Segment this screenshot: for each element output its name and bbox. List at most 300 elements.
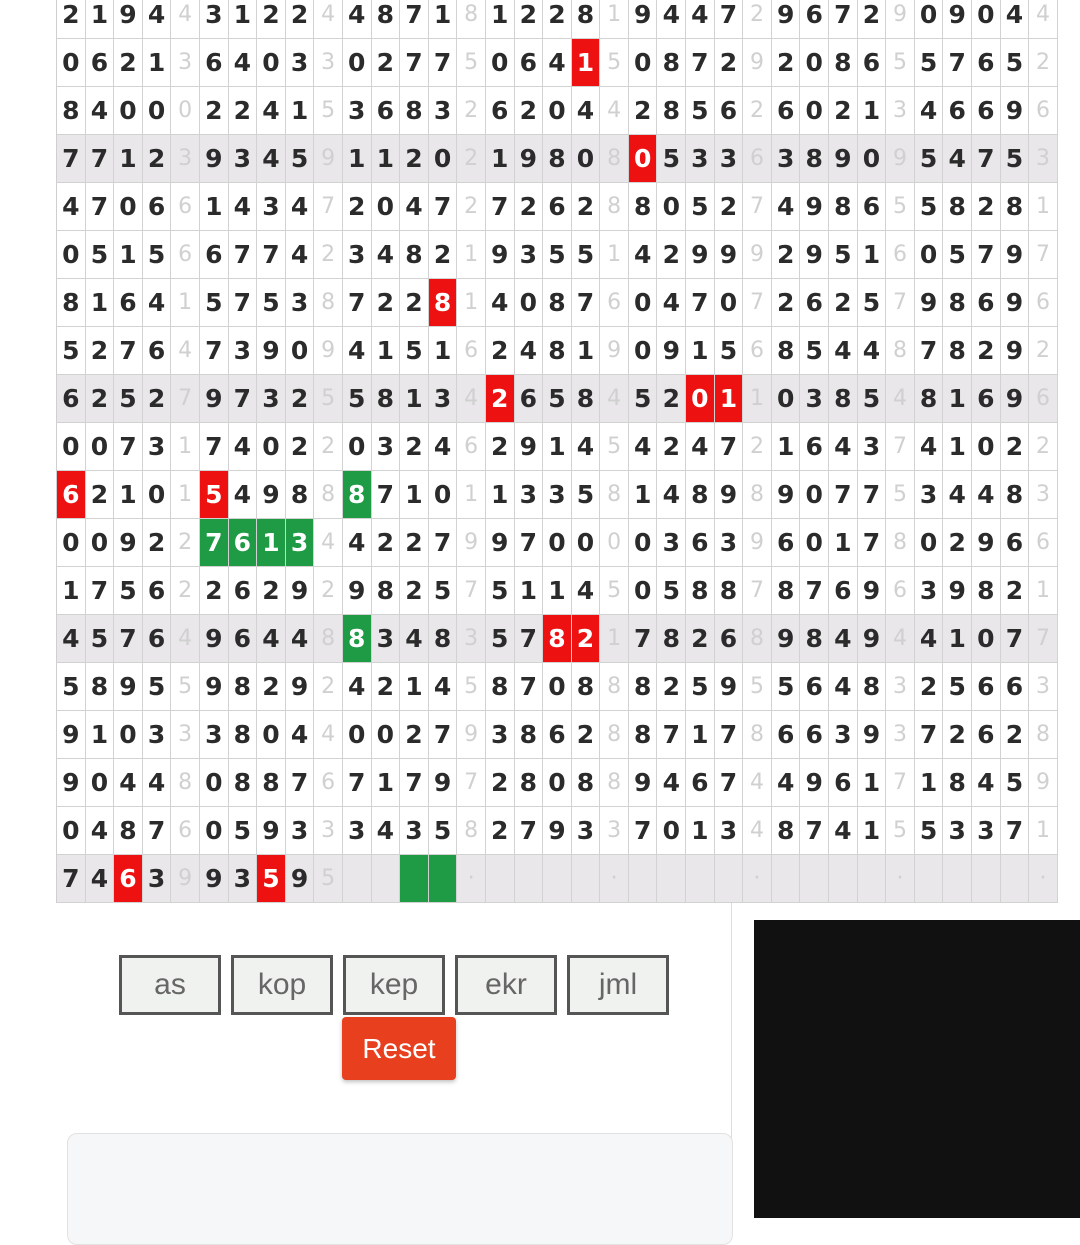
grid-cell[interactable]: 2 — [400, 135, 429, 183]
grid-cell[interactable]: 9 — [257, 807, 286, 855]
grid-cell[interactable]: 3 — [572, 807, 601, 855]
grid-cell[interactable]: 1 — [943, 615, 972, 663]
grid-cell[interactable]: 0 — [715, 279, 744, 327]
grid-cell[interactable]: 5 — [314, 855, 343, 903]
grid-cell[interactable]: 6 — [886, 567, 915, 615]
grid-cell[interactable]: 3 — [772, 135, 801, 183]
grid-cell[interactable]: 2 — [257, 0, 286, 39]
grid-cell[interactable]: 8 — [629, 663, 658, 711]
grid-cell[interactable]: 6 — [457, 327, 486, 375]
grid-cell[interactable]: 8 — [800, 615, 829, 663]
grid-cell[interactable]: 9 — [600, 327, 629, 375]
grid-cell[interactable]: 7 — [1001, 615, 1030, 663]
grid-cell[interactable]: 7 — [629, 807, 658, 855]
grid-cell[interactable]: 0 — [486, 39, 515, 87]
grid-cell[interactable]: 1 — [400, 375, 429, 423]
grid-cell[interactable]: 0 — [515, 279, 544, 327]
grid-cell[interactable]: 4 — [429, 423, 458, 471]
grid-cell[interactable]: 4 — [772, 759, 801, 807]
grid-cell[interactable]: 3 — [515, 471, 544, 519]
grid-cell[interactable]: 8 — [457, 0, 486, 39]
grid-cell[interactable]: 5 — [343, 375, 372, 423]
grid-cell[interactable]: 6 — [972, 711, 1001, 759]
grid-cell[interactable]: 3 — [429, 87, 458, 135]
grid-cell[interactable] — [829, 855, 858, 903]
grid-cell[interactable]: 9 — [57, 759, 86, 807]
grid-cell[interactable]: 7 — [86, 183, 115, 231]
grid-cell[interactable]: 7 — [715, 711, 744, 759]
grid-cell[interactable]: 3 — [343, 87, 372, 135]
grid-cell[interactable]: 1 — [57, 567, 86, 615]
grid-cell[interactable]: 9 — [286, 663, 315, 711]
grid-cell[interactable]: 1 — [86, 0, 115, 39]
grid-cell[interactable]: 3 — [829, 711, 858, 759]
grid-cell[interactable]: 7 — [858, 471, 887, 519]
grid-cell[interactable]: 5 — [915, 183, 944, 231]
grid-cell[interactable]: 8 — [314, 615, 343, 663]
grid-cell[interactable]: 1 — [372, 135, 401, 183]
grid-cell[interactable]: 2 — [1001, 423, 1030, 471]
grid-cell[interactable]: 2 — [515, 183, 544, 231]
grid-cell[interactable]: 4 — [829, 807, 858, 855]
grid-cell[interactable]: 4 — [229, 471, 258, 519]
grid-cell[interactable]: 5 — [600, 423, 629, 471]
grid-cell[interactable]: 6 — [515, 39, 544, 87]
grid-cell[interactable]: 5 — [858, 279, 887, 327]
grid-cell[interactable]: 2 — [1001, 711, 1030, 759]
kep-button[interactable]: kep — [343, 955, 445, 1015]
grid-cell[interactable]: 1 — [86, 279, 115, 327]
grid-cell[interactable]: 8 — [229, 759, 258, 807]
grid-cell[interactable]: 7 — [114, 615, 143, 663]
grid-cell[interactable]: 5 — [429, 807, 458, 855]
grid-cell[interactable]: 9 — [200, 663, 229, 711]
grid-cell[interactable]: 9 — [943, 0, 972, 39]
grid-cell[interactable]: 8 — [600, 135, 629, 183]
grid-cell[interactable]: 0 — [372, 183, 401, 231]
grid-cell[interactable]: 0 — [343, 711, 372, 759]
grid-cell[interactable]: 3 — [915, 567, 944, 615]
grid-cell[interactable]: 9 — [171, 855, 200, 903]
grid-cell[interactable]: 2 — [572, 711, 601, 759]
grid-cell[interactable]: 8 — [629, 183, 658, 231]
grid-cell[interactable]: 7 — [572, 279, 601, 327]
grid-cell[interactable]: 7 — [257, 231, 286, 279]
grid-cell[interactable]: · — [600, 855, 629, 903]
grid-cell[interactable]: 2 — [858, 0, 887, 39]
grid-cell[interactable]: 2 — [715, 183, 744, 231]
grid-cell[interactable]: 6 — [229, 567, 258, 615]
grid-cell[interactable]: 2 — [57, 0, 86, 39]
grid-cell[interactable]: 1 — [343, 135, 372, 183]
grid-cell[interactable]: 0 — [858, 135, 887, 183]
grid-cell[interactable]: 5 — [915, 135, 944, 183]
grid-cell[interactable]: 4 — [286, 615, 315, 663]
grid-cell[interactable]: 2 — [515, 0, 544, 39]
grid-cell[interactable]: 3 — [886, 663, 915, 711]
grid-cell[interactable]: · — [743, 855, 772, 903]
grid-cell[interactable]: 2 — [286, 423, 315, 471]
grid-cell[interactable]: 4 — [343, 0, 372, 39]
grid-cell[interactable]: 9 — [314, 327, 343, 375]
grid-cell[interactable]: 0 — [800, 39, 829, 87]
grid-cell[interactable]: 2 — [829, 279, 858, 327]
grid-cell[interactable]: 6 — [486, 87, 515, 135]
grid-cell[interactable]: 2 — [515, 87, 544, 135]
grid-cell[interactable]: 7 — [1001, 807, 1030, 855]
grid-cell[interactable]: 8 — [686, 471, 715, 519]
grid-cell[interactable]: 3 — [972, 807, 1001, 855]
grid-cell[interactable]: 4 — [286, 231, 315, 279]
grid-cell[interactable]: 8 — [743, 711, 772, 759]
grid-cell[interactable]: 7 — [629, 615, 658, 663]
grid-cell[interactable]: 2 — [314, 567, 343, 615]
grid-cell[interactable]: 0 — [800, 87, 829, 135]
grid-cell[interactable]: 9 — [800, 231, 829, 279]
grid-cell[interactable]: 5 — [57, 663, 86, 711]
grid-cell[interactable]: 7 — [429, 39, 458, 87]
grid-cell[interactable]: 4 — [829, 327, 858, 375]
grid-cell[interactable]: 8 — [343, 471, 372, 519]
grid-cell[interactable]: 3 — [314, 39, 343, 87]
grid-cell[interactable]: 4 — [858, 327, 887, 375]
grid-cell[interactable]: 6 — [57, 375, 86, 423]
grid-cell[interactable]: 4 — [629, 423, 658, 471]
grid-cell[interactable]: 6 — [1001, 663, 1030, 711]
grid-cell[interactable]: 8 — [515, 711, 544, 759]
grid-cell[interactable]: 6 — [200, 39, 229, 87]
grid-cell[interactable]: 1 — [429, 0, 458, 39]
grid-cell[interactable]: 4 — [600, 87, 629, 135]
grid-cell[interactable]: 3 — [943, 807, 972, 855]
grid-cell[interactable]: 1 — [600, 231, 629, 279]
grid-cell[interactable]: 3 — [800, 375, 829, 423]
grid-cell[interactable]: 8 — [829, 39, 858, 87]
grid-cell[interactable]: 1 — [86, 711, 115, 759]
grid-cell[interactable]: 3 — [457, 615, 486, 663]
grid-cell[interactable]: 2 — [400, 711, 429, 759]
grid-cell[interactable]: 8 — [343, 615, 372, 663]
grid-cell[interactable]: 2 — [772, 279, 801, 327]
grid-cell[interactable]: 2 — [629, 87, 658, 135]
grid-cell[interactable]: 3 — [343, 807, 372, 855]
grid-cell[interactable]: 8 — [372, 567, 401, 615]
grid-cell[interactable]: 6 — [972, 87, 1001, 135]
grid-cell[interactable]: 9 — [943, 567, 972, 615]
grid-cell[interactable]: 2 — [229, 87, 258, 135]
grid-cell[interactable]: 4 — [86, 807, 115, 855]
grid-cell[interactable]: 5 — [314, 375, 343, 423]
grid-cell[interactable]: 6 — [171, 231, 200, 279]
grid-cell[interactable]: 8 — [57, 87, 86, 135]
grid-cell[interactable]: 9 — [515, 423, 544, 471]
grid-cell[interactable]: 5 — [114, 375, 143, 423]
grid-cell[interactable]: 4 — [829, 423, 858, 471]
grid-cell[interactable]: 4 — [372, 231, 401, 279]
grid-cell[interactable]: 8 — [429, 615, 458, 663]
grid-cell[interactable]: 3 — [143, 711, 172, 759]
grid-cell[interactable]: 1 — [114, 231, 143, 279]
grid-cell[interactable]: 4 — [829, 663, 858, 711]
grid-cell[interactable]: 7 — [972, 135, 1001, 183]
grid-cell[interactable]: 4 — [657, 759, 686, 807]
grid-cell[interactable]: 1 — [858, 759, 887, 807]
grid-cell[interactable]: 1 — [457, 279, 486, 327]
grid-cell[interactable]: 9 — [715, 663, 744, 711]
grid-cell[interactable]: 6 — [772, 87, 801, 135]
grid-cell[interactable]: 1 — [743, 375, 772, 423]
grid-cell[interactable]: 4 — [429, 663, 458, 711]
grid-cell[interactable]: 7 — [743, 279, 772, 327]
grid-cell[interactable]: 2 — [943, 711, 972, 759]
grid-cell[interactable]: 5 — [114, 567, 143, 615]
grid-cell[interactable]: 0 — [629, 39, 658, 87]
grid-cell[interactable]: 2 — [143, 135, 172, 183]
grid-cell[interactable]: 0 — [200, 807, 229, 855]
grid-cell[interactable]: 4 — [314, 711, 343, 759]
grid-cell[interactable]: 3 — [143, 855, 172, 903]
grid-cell[interactable]: 4 — [171, 615, 200, 663]
grid-cell[interactable]: 7 — [86, 135, 115, 183]
grid-cell[interactable]: 9 — [858, 567, 887, 615]
grid-cell[interactable]: 4 — [343, 519, 372, 567]
grid-cell[interactable]: 6 — [86, 39, 115, 87]
grid-cell[interactable]: 6 — [114, 855, 143, 903]
kop-button[interactable]: kop — [231, 955, 333, 1015]
grid-cell[interactable]: 5 — [257, 279, 286, 327]
grid-cell[interactable]: 4 — [86, 87, 115, 135]
grid-cell[interactable]: 6 — [972, 39, 1001, 87]
grid-cell[interactable]: 2 — [1029, 327, 1058, 375]
grid-cell[interactable]: 3 — [1029, 471, 1058, 519]
grid-cell[interactable]: 1 — [200, 183, 229, 231]
grid-cell[interactable]: 4 — [915, 615, 944, 663]
grid-cell[interactable]: 3 — [200, 711, 229, 759]
grid-cell[interactable]: 0 — [114, 183, 143, 231]
grid-cell[interactable]: 1 — [572, 327, 601, 375]
grid-cell[interactable]: 2 — [772, 231, 801, 279]
grid-cell[interactable]: 6 — [457, 423, 486, 471]
grid-cell[interactable]: 2 — [829, 87, 858, 135]
grid-cell[interactable]: 8 — [657, 615, 686, 663]
grid-cell[interactable]: 6 — [715, 615, 744, 663]
grid-cell[interactable]: 0 — [86, 759, 115, 807]
grid-cell[interactable]: 9 — [1029, 759, 1058, 807]
grid-cell[interactable]: 5 — [257, 855, 286, 903]
grid-cell[interactable]: 1 — [715, 375, 744, 423]
grid-cell[interactable]: 2 — [86, 471, 115, 519]
grid-cell[interactable]: 7 — [715, 0, 744, 39]
grid-cell[interactable] — [400, 855, 429, 903]
grid-cell[interactable]: 9 — [257, 471, 286, 519]
grid-cell[interactable]: 0 — [143, 471, 172, 519]
grid-cell[interactable]: 8 — [886, 327, 915, 375]
grid-cell[interactable]: 2 — [200, 567, 229, 615]
grid-cell[interactable]: 4 — [171, 0, 200, 39]
grid-cell[interactable]: 5 — [229, 807, 258, 855]
grid-cell[interactable]: 6 — [1029, 519, 1058, 567]
grid-cell[interactable]: 5 — [457, 39, 486, 87]
grid-cell[interactable]: 2 — [200, 87, 229, 135]
grid-cell[interactable]: 2 — [657, 423, 686, 471]
grid-cell[interactable]: 1 — [515, 567, 544, 615]
grid-cell[interactable] — [800, 855, 829, 903]
grid-cell[interactable]: 5 — [314, 87, 343, 135]
grid-cell[interactable]: 3 — [486, 711, 515, 759]
grid-cell[interactable]: 2 — [572, 183, 601, 231]
grid-cell[interactable]: 4 — [543, 39, 572, 87]
grid-cell[interactable]: 0 — [972, 0, 1001, 39]
grid-cell[interactable]: 6 — [143, 183, 172, 231]
grid-cell[interactable]: 1 — [943, 423, 972, 471]
grid-cell[interactable]: 6 — [1001, 519, 1030, 567]
grid-cell[interactable]: 2 — [486, 807, 515, 855]
grid-cell[interactable]: 8 — [486, 663, 515, 711]
grid-cell[interactable]: 9 — [200, 375, 229, 423]
grid-cell[interactable]: 8 — [715, 567, 744, 615]
grid-cell[interactable]: 7 — [429, 519, 458, 567]
grid-cell[interactable]: 8 — [772, 327, 801, 375]
grid-cell[interactable]: 1 — [457, 231, 486, 279]
grid-cell[interactable]: 5 — [886, 807, 915, 855]
grid-cell[interactable]: 9 — [1001, 87, 1030, 135]
grid-cell[interactable]: 9 — [886, 0, 915, 39]
grid-cell[interactable]: 3 — [286, 279, 315, 327]
grid-cell[interactable]: 0 — [543, 87, 572, 135]
grid-cell[interactable]: 7 — [657, 711, 686, 759]
grid-cell[interactable]: 4 — [86, 855, 115, 903]
grid-cell[interactable]: 2 — [314, 231, 343, 279]
grid-cell[interactable]: 7 — [886, 279, 915, 327]
grid-cell[interactable]: 8 — [1001, 183, 1030, 231]
grid-cell[interactable]: 2 — [943, 519, 972, 567]
grid-cell[interactable]: 9 — [486, 231, 515, 279]
grid-cell[interactable]: 4 — [629, 231, 658, 279]
grid-cell[interactable]: 9 — [343, 567, 372, 615]
grid-cell[interactable]: 1 — [114, 471, 143, 519]
grid-cell[interactable]: 1 — [772, 423, 801, 471]
grid-cell[interactable]: 4 — [229, 423, 258, 471]
grid-cell[interactable]: 6 — [372, 87, 401, 135]
grid-cell[interactable]: 0 — [572, 519, 601, 567]
grid-cell[interactable] — [715, 855, 744, 903]
grid-cell[interactable]: 3 — [257, 375, 286, 423]
grid-cell[interactable]: 7 — [457, 759, 486, 807]
grid-cell[interactable]: 8 — [657, 87, 686, 135]
grid-cell[interactable]: 8 — [972, 567, 1001, 615]
grid-cell[interactable]: 4 — [372, 807, 401, 855]
grid-cell[interactable]: 1 — [457, 471, 486, 519]
grid-cell[interactable]: 4 — [286, 183, 315, 231]
grid-cell[interactable]: 9 — [457, 711, 486, 759]
grid-cell[interactable]: 5 — [858, 375, 887, 423]
grid-cell[interactable]: 4 — [915, 87, 944, 135]
grid-cell[interactable]: 0 — [57, 423, 86, 471]
grid-cell[interactable]: 9 — [1001, 375, 1030, 423]
grid-cell[interactable]: 8 — [400, 87, 429, 135]
grid-cell[interactable]: 6 — [858, 183, 887, 231]
grid-cell[interactable]: 4 — [143, 0, 172, 39]
grid-cell[interactable]: 5 — [600, 39, 629, 87]
grid-cell[interactable]: 9 — [915, 279, 944, 327]
grid-cell[interactable]: 7 — [400, 759, 429, 807]
grid-cell[interactable]: 6 — [686, 519, 715, 567]
grid-cell[interactable]: 3 — [229, 327, 258, 375]
grid-cell[interactable]: 6 — [772, 711, 801, 759]
grid-cell[interactable]: 0 — [171, 87, 200, 135]
grid-cell[interactable]: 0 — [629, 135, 658, 183]
grid-cell[interactable]: 8 — [829, 183, 858, 231]
grid-cell[interactable]: 8 — [286, 471, 315, 519]
grid-cell[interactable] — [543, 855, 572, 903]
grid-cell[interactable]: 9 — [772, 615, 801, 663]
grid-cell[interactable]: 7 — [515, 519, 544, 567]
grid-cell[interactable]: 7 — [457, 567, 486, 615]
grid-cell[interactable]: 0 — [915, 519, 944, 567]
grid-cell[interactable]: 0 — [114, 87, 143, 135]
grid-cell[interactable]: 0 — [800, 519, 829, 567]
grid-cell[interactable]: 8 — [229, 663, 258, 711]
grid-cell[interactable]: 3 — [200, 0, 229, 39]
grid-cell[interactable]: 9 — [114, 0, 143, 39]
grid-cell[interactable]: 5 — [572, 231, 601, 279]
grid-cell[interactable]: 9 — [972, 519, 1001, 567]
grid-cell[interactable]: 0 — [657, 807, 686, 855]
grid-cell[interactable]: 1 — [171, 423, 200, 471]
grid-cell[interactable]: 4 — [143, 279, 172, 327]
grid-cell[interactable]: 7 — [715, 423, 744, 471]
grid-cell[interactable]: 9 — [686, 231, 715, 279]
grid-cell[interactable] — [515, 855, 544, 903]
grid-cell[interactable]: 6 — [600, 279, 629, 327]
grid-cell[interactable]: 8 — [457, 807, 486, 855]
grid-cell[interactable]: 3 — [171, 711, 200, 759]
grid-cell[interactable]: 6 — [515, 375, 544, 423]
grid-cell[interactable] — [915, 855, 944, 903]
grid-cell[interactable]: 2 — [457, 135, 486, 183]
grid-cell[interactable] — [943, 855, 972, 903]
grid-cell[interactable]: 6 — [143, 567, 172, 615]
grid-cell[interactable]: 2 — [314, 423, 343, 471]
grid-cell[interactable]: 6 — [800, 279, 829, 327]
grid-cell[interactable]: 8 — [400, 231, 429, 279]
grid-cell[interactable]: 7 — [1029, 615, 1058, 663]
grid-cell[interactable]: 6 — [57, 471, 86, 519]
grid-cell[interactable]: 8 — [943, 279, 972, 327]
grid-cell[interactable]: 6 — [829, 567, 858, 615]
grid-cell[interactable]: 6 — [972, 375, 1001, 423]
grid-cell[interactable]: 7 — [372, 471, 401, 519]
grid-cell[interactable]: 6 — [800, 711, 829, 759]
grid-cell[interactable]: 9 — [486, 519, 515, 567]
grid-cell[interactable]: 3 — [657, 519, 686, 567]
grid-cell[interactable]: 7 — [200, 423, 229, 471]
grid-cell[interactable]: 1 — [686, 711, 715, 759]
grid-cell[interactable]: 5 — [400, 327, 429, 375]
grid-cell[interactable]: 7 — [114, 423, 143, 471]
grid-cell[interactable]: 1 — [400, 663, 429, 711]
grid-cell[interactable]: 1 — [572, 39, 601, 87]
grid-cell[interactable]: 9 — [200, 615, 229, 663]
grid-cell[interactable]: 1 — [915, 759, 944, 807]
grid-cell[interactable]: 9 — [286, 567, 315, 615]
grid-cell[interactable]: 7 — [200, 327, 229, 375]
grid-cell[interactable]: 1 — [372, 759, 401, 807]
grid-cell[interactable]: 0 — [343, 39, 372, 87]
grid-cell[interactable]: 7 — [429, 183, 458, 231]
grid-cell[interactable]: 2 — [743, 0, 772, 39]
grid-cell[interactable] — [629, 855, 658, 903]
